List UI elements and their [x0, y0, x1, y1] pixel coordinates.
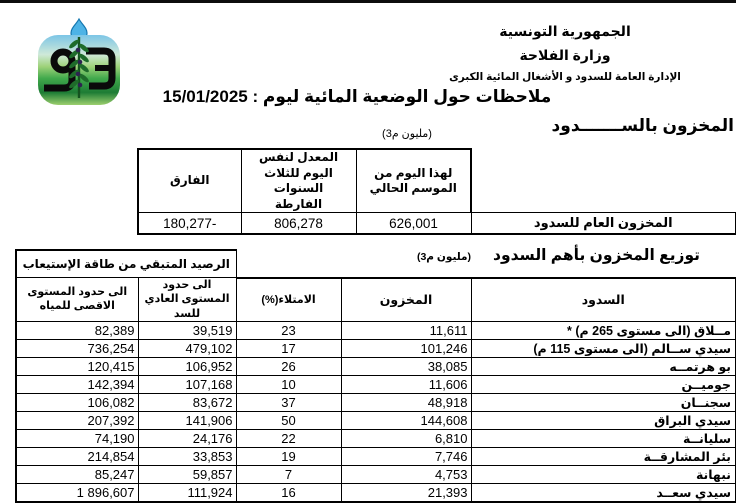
col-header-average: المعدل لنفس اليوم للثلاث السنوات الفارطة	[241, 149, 356, 213]
dam-remaining-max: 106,082	[16, 393, 138, 411]
table-row	[16, 321, 736, 339]
dam-name: بئر المشارقــة	[471, 447, 736, 465]
dam-remaining-normal: 479,102	[138, 339, 236, 357]
table-row	[16, 375, 736, 393]
dam-name: سيدي ســالم (الى مستوى 115 م)	[471, 339, 736, 357]
dam-remaining-max: 82,389	[16, 321, 138, 339]
value-difference: -180,277	[138, 213, 241, 235]
dam-remaining-normal: 83,672	[138, 393, 236, 411]
dam-fill-percent: 26	[236, 357, 341, 375]
table-row	[16, 357, 736, 375]
dam-stock: 6,810	[341, 429, 471, 447]
empty-header-cell	[341, 250, 471, 278]
dam-fill-percent: 37	[236, 393, 341, 411]
table-header-row	[138, 149, 736, 213]
dam-name: سجنــان	[471, 393, 736, 411]
storage-section-title: المخزون بالســـــــدود	[551, 116, 734, 135]
value-today: 626,001	[356, 213, 471, 235]
dam-stock: 38,085	[341, 357, 471, 375]
dam-stock: 144,608	[341, 411, 471, 429]
table-row	[16, 411, 736, 429]
dam-fill-percent: 22	[236, 429, 341, 447]
dam-name: سيدي البراق	[471, 411, 736, 429]
dam-stock: 11,611	[341, 321, 471, 339]
dam-fill-percent: 16	[236, 483, 341, 502]
org-country: الجمهورية التونسية	[499, 23, 631, 39]
table-row	[16, 429, 736, 447]
dam-remaining-max: 142,394	[16, 375, 138, 393]
dam-fill-percent: 19	[236, 447, 341, 465]
dam-name: نبهانة	[471, 465, 736, 483]
dam-name: سليانــة	[471, 429, 736, 447]
distribution-section-unit: (مليون م3)	[416, 251, 472, 263]
org-header	[400, 23, 730, 83]
org-department: الإدارة العامة للسدود و الأشغال المائية الكبرى	[449, 71, 681, 83]
dam-remaining-max: 1 896,607	[16, 483, 138, 502]
empty-header-cell	[236, 250, 341, 278]
dam-fill-percent: 17	[236, 339, 341, 357]
dam-remaining-max: 207,392	[16, 411, 138, 429]
dam-remaining-normal: 39,519	[138, 321, 236, 339]
empty-header-cell	[471, 149, 736, 213]
dam-fill-percent: 10	[236, 375, 341, 393]
col-header-fill-percent: الامتلاء(%)	[236, 278, 341, 322]
empty-header-cell	[471, 250, 736, 278]
dam-remaining-normal: 141,906	[138, 411, 236, 429]
dam-stock: 101,246	[341, 339, 471, 357]
table-row	[16, 447, 736, 465]
table-row	[16, 339, 736, 357]
col-header-remaining-capacity: الرصيد المتبقي من طاقة الإستيعاب	[16, 250, 236, 278]
dam-remaining-normal: 24,176	[138, 429, 236, 447]
dam-stock: 48,918	[341, 393, 471, 411]
dam-name: سيدي سعــد	[471, 483, 736, 502]
page-title: ملاحظات حول الوضعية المائية ليوم : 15/01/2025	[162, 87, 552, 106]
dam-remaining-normal: 107,168	[138, 375, 236, 393]
row-label-general-storage: المخزون العام للسدود	[471, 213, 736, 235]
dam-distribution-table	[15, 249, 736, 503]
table-header-row-sub	[16, 278, 736, 322]
dam-remaining-max: 120,415	[16, 357, 138, 375]
col-header-to-normal-level: الى حدود المستوى العادي للسد	[138, 278, 236, 322]
dam-fill-percent: 7	[236, 465, 341, 483]
dam-name: جوميــن	[471, 375, 736, 393]
storage-summary-table	[137, 148, 736, 235]
dam-remaining-max: 736,254	[16, 339, 138, 357]
dam-stock: 7,746	[341, 447, 471, 465]
col-header-today: لهذا اليوم من الموسم الحالي	[356, 149, 471, 213]
col-header-stock: المخزون	[341, 278, 471, 322]
org-ministry: وزارة الفلاحة	[519, 47, 611, 63]
dam-name: بو هرتمــه	[471, 357, 736, 375]
dam-remaining-max: 214,854	[16, 447, 138, 465]
ministry-of-agriculture-logo	[34, 17, 124, 109]
dam-remaining-max: 74,190	[16, 429, 138, 447]
col-header-to-max-level: الى حدود المستوى الاقصى للمياه	[16, 278, 138, 322]
dam-remaining-normal: 106,952	[138, 357, 236, 375]
dam-stock: 21,393	[341, 483, 471, 502]
dam-remaining-max: 85,247	[16, 465, 138, 483]
value-average: 806,278	[241, 213, 356, 235]
col-header-dams: السدود	[471, 278, 736, 322]
table-row	[16, 483, 736, 502]
table-header-row-top	[16, 250, 736, 278]
dam-stock: 11,606	[341, 375, 471, 393]
table-row	[16, 393, 736, 411]
dam-fill-percent: 50	[236, 411, 341, 429]
dam-remaining-normal: 59,857	[138, 465, 236, 483]
col-header-difference: الفارق	[138, 149, 241, 213]
dam-stock: 4,753	[341, 465, 471, 483]
table-row	[138, 213, 736, 235]
dam-remaining-normal: 111,924	[138, 483, 236, 502]
dam-remaining-normal: 33,853	[138, 447, 236, 465]
dam-name: مــلاق (الى مستوى 265 م) *	[471, 321, 736, 339]
table-row	[16, 465, 736, 483]
distribution-section-title: توزيع المخزون بأهم السدود	[493, 247, 700, 264]
dam-fill-percent: 23	[236, 321, 341, 339]
storage-section-unit: (مليون م3)	[382, 128, 432, 140]
